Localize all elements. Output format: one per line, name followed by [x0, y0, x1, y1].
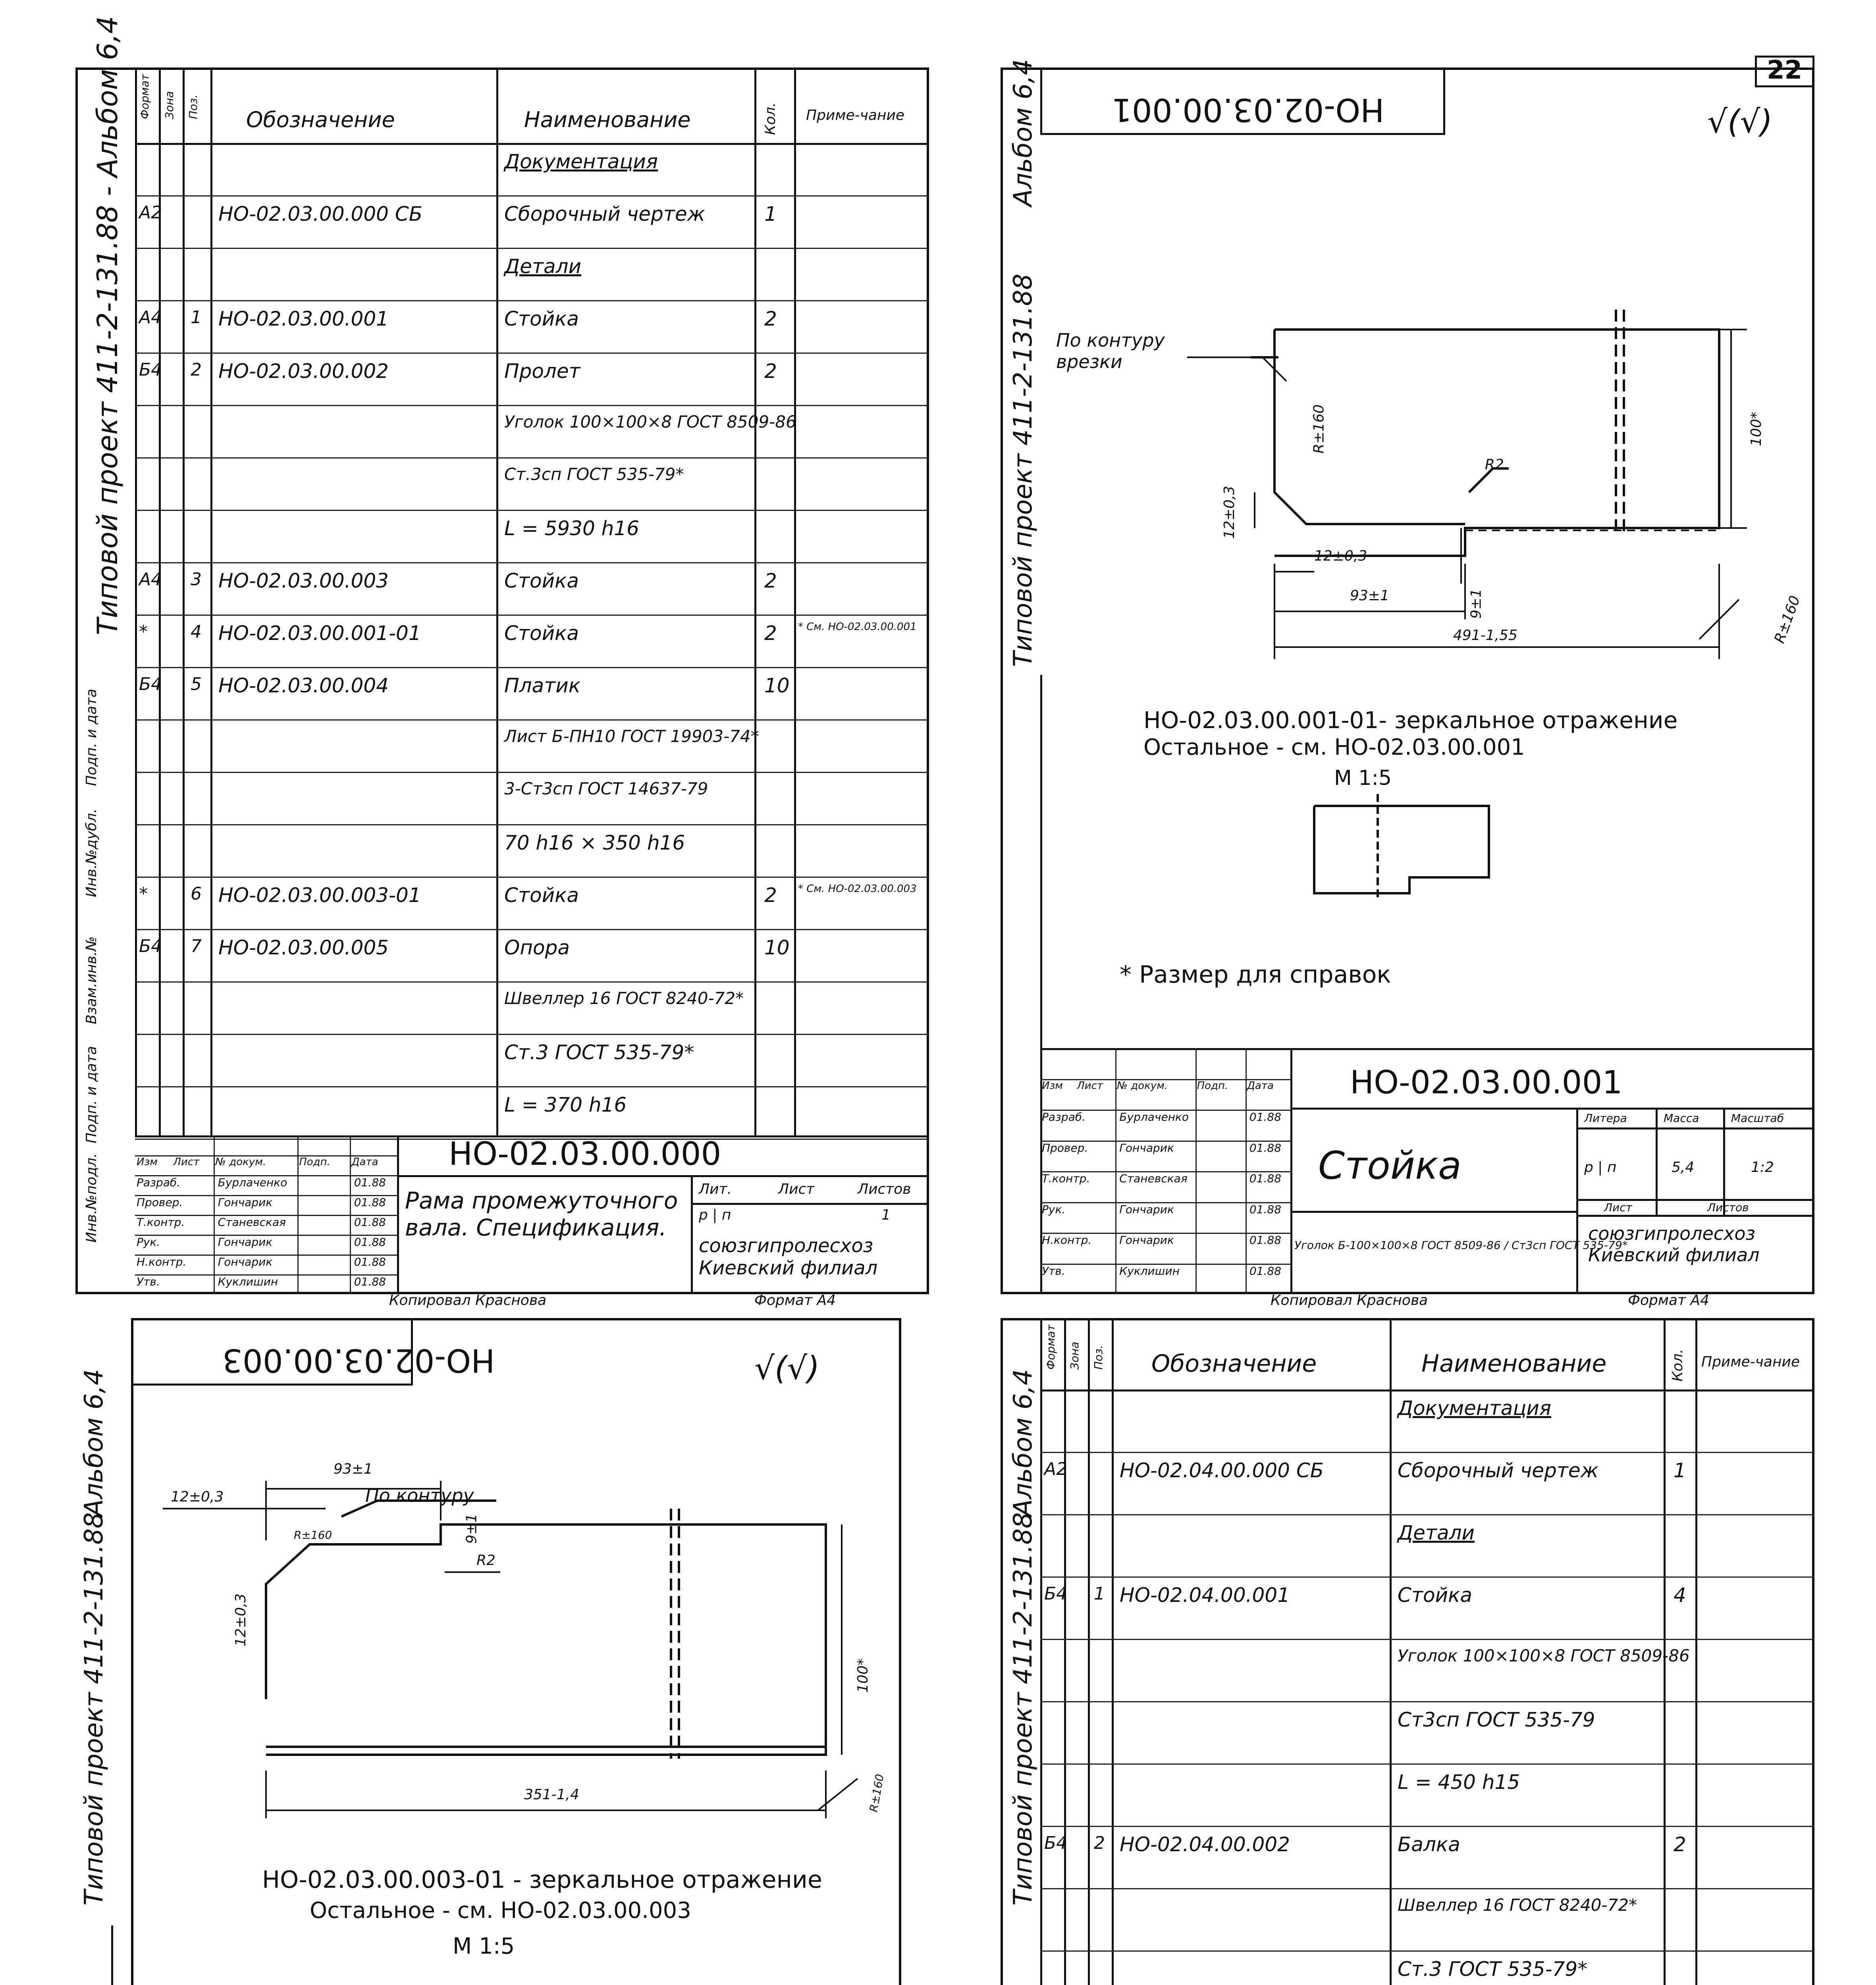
side-album-4: Альбом 6,4 [1008, 1369, 1038, 1517]
signer-name: Гончарик [1119, 1233, 1174, 1247]
table-row-line [135, 719, 929, 721]
side-stamp-4: Инв.№дубл. [83, 808, 100, 897]
table-cell-name: Уголок 100×100×8 ГОСТ 8509-86 [1398, 1646, 1690, 1665]
table-cell-pos: 4 [191, 622, 202, 642]
table-row-line [1040, 1826, 1814, 1827]
table-cell-pos: 2 [191, 360, 202, 380]
side-stamp-5: Подп. и дата [83, 688, 100, 786]
table-row-line [135, 824, 929, 825]
sheet-2-material: Уголок Б-100×100×8 ГОСТ 8509-86 / Ст3сп ГОСТ 535-79* [1294, 1239, 1628, 1252]
signer-col-line [1115, 1048, 1116, 1294]
signer-date: 01.88 [354, 1235, 386, 1249]
table-row-line [1040, 1950, 1814, 1952]
signer-name: Гончарик [218, 1235, 273, 1249]
table-cell-name: Балка [1398, 1833, 1460, 1856]
signer-name: Бурлаченко [1119, 1110, 1189, 1124]
table-cell-name: Ст.3сп ГОСТ 535-79* [504, 464, 684, 484]
table-cell-qty: 4 [1674, 1584, 1686, 1607]
sheet-2-dim-w3: 491-1,55 [1453, 627, 1517, 644]
table-cell-qty: 2 [764, 360, 777, 383]
signer-role: Утв. [137, 1275, 160, 1288]
table-cell-name: Стойка [504, 307, 579, 330]
table-row-line [135, 300, 929, 301]
table-cell-qty: 2 [764, 569, 777, 592]
signer-role: Провер. [137, 1196, 183, 1209]
side-stamp-column-3 [111, 1925, 113, 1985]
signer-col-line [297, 1135, 299, 1294]
table-cell-qty: 2 [764, 307, 777, 330]
table-row-line [1040, 1576, 1814, 1578]
table-cell-qty: 2 [764, 622, 777, 645]
signer-header-cell: № докум. [1117, 1079, 1168, 1092]
table-row-line [135, 510, 929, 511]
table-cell-fmt: А4 [139, 569, 162, 590]
sheet-3-contour-note: По контуру [365, 1485, 474, 1506]
signer-role: Утв. [1042, 1264, 1065, 1278]
sheet-frame-spec-1 [75, 67, 929, 1294]
sheet-3-dim-w3: 351-1,4 [524, 1786, 579, 1803]
sheet-2-signers [1040, 1048, 1290, 1294]
table-cell-pos: 2 [1094, 1833, 1105, 1853]
sheet-3-mirror-caption: НО-02.03.00.003-01 - зеркальное отражение [262, 1866, 822, 1894]
side-project-4: Типовой проект 411-2-131.88 [1008, 1512, 1038, 1906]
format-label-1: Формат А4 [754, 1292, 836, 1309]
table-cell-name: Уголок 100×100×8 ГОСТ 8509-86 [504, 412, 796, 432]
spec-2-header-note: Приме-чание [1701, 1354, 1800, 1370]
sheet-2-dim-h: 12±0,3 [1221, 486, 1238, 539]
sheet-2-sheets-header: Листов [1707, 1201, 1749, 1214]
sheet-3-mirror-box [131, 1318, 413, 1386]
table-cell-name: L = 5930 h16 [504, 517, 639, 540]
sheet-2-scale-header: Масштаб [1731, 1112, 1784, 1125]
sheet-3-dim-h1: 9±1 [463, 1513, 480, 1544]
table-cell-name: L = 450 h15 [1398, 1771, 1520, 1794]
signer-role: Т.контр. [137, 1216, 185, 1229]
sheet-2-contour-note: По контуру врезки [1056, 330, 1165, 372]
table-cell-fmt: А2 [139, 202, 162, 223]
table-cell-des: НО-02.03.00.002 [218, 360, 389, 383]
spec-1-sheets-header: Листов [858, 1181, 911, 1197]
table-cell-note: * См. НО-02.03.00.003 [798, 883, 917, 895]
signer-date: 01.88 [354, 1275, 386, 1288]
signer-date: 01.88 [1249, 1264, 1282, 1278]
table-cell-name: Ст3сп ГОСТ 535-79 [1398, 1708, 1595, 1731]
table-row-line [135, 195, 929, 197]
signer-role: Рук. [1042, 1203, 1066, 1216]
sheet-2-footnote: * Размер для справок [1120, 961, 1391, 989]
table-row-line [135, 562, 929, 563]
spec-1-header-format: Формат [138, 74, 151, 119]
table-cell-name: Швеллер 16 ГОСТ 8240-72* [504, 989, 744, 1008]
sheet-3-scale: М 1:5 [453, 1933, 515, 1959]
table-row-line [1040, 1888, 1814, 1889]
table-cell-qty: 1 [1674, 1459, 1686, 1482]
signer-col-line [1195, 1048, 1197, 1294]
sheet-2-doc-number: НО-02.03.00.001 [1350, 1064, 1623, 1101]
table-row-line [135, 1086, 929, 1087]
spec-1-sheet-header: Лист [778, 1181, 815, 1197]
table-cell-name: Стойка [1398, 1584, 1472, 1607]
table-cell-des: НО-02.03.00.005 [218, 936, 389, 959]
table-cell-name: L = 370 h16 [504, 1093, 627, 1116]
table-cell-pos: 5 [191, 674, 202, 694]
table-cell-fmt: Б4 [1044, 1584, 1068, 1604]
signer-date: 01.88 [1249, 1203, 1282, 1216]
table-cell-fmt: А2 [1044, 1459, 1068, 1479]
table-row-line [135, 405, 929, 406]
table-cell-qty: 2 [1674, 1833, 1686, 1856]
signer-header-cell: Изм [1042, 1079, 1063, 1092]
table-row-line [135, 772, 929, 773]
table-row-line [1040, 1452, 1814, 1453]
table-cell-name: Пролет [504, 360, 580, 383]
table-row-line [1040, 1701, 1814, 1702]
sheet-2-dim-h2: 9±1 [1468, 588, 1485, 619]
table-row-line [135, 981, 929, 983]
signer-name: Куклишин [218, 1275, 278, 1288]
table-cell-name: Стойка [504, 569, 579, 592]
table-cell-des: НО-02.03.00.003-01 [218, 884, 421, 907]
table-row-line [135, 1034, 929, 1035]
table-cell-fmt: Б4 [139, 360, 162, 380]
table-cell-des: НО-02.03.00.000 СБ [218, 202, 423, 225]
table-cell-name: Ст.3 ГОСТ 535-79* [1398, 1958, 1588, 1981]
signer-header-cell: Лист [173, 1156, 200, 1168]
sheet-2-dim-w1: 12±0,3 [1314, 548, 1367, 564]
table-cell-note: * См. НО-02.03.00.001 [798, 621, 917, 633]
spec-2-header-zone: Зона [1068, 1341, 1081, 1370]
sheet-2-dim-w2: 93±1 [1350, 588, 1389, 604]
table-cell-fmt: * [139, 884, 148, 904]
table-cell-name: Опора [504, 936, 570, 959]
table-cell-pos: 7 [191, 936, 202, 956]
table-cell-fmt: Б4 [139, 936, 162, 956]
sheet-3-rest-caption: Остальное - см. НО-02.03.00.003 [310, 1898, 691, 1923]
signer-date: 01.88 [354, 1255, 386, 1268]
table-row-line [1040, 1763, 1814, 1765]
signer-col-line [350, 1135, 351, 1294]
sheet-2-org: союзгипролесхоз Киевский филиал [1588, 1223, 1760, 1266]
table-cell-name: Стойка [504, 884, 579, 907]
spec-2-header-designation: Обозначение [1151, 1350, 1317, 1378]
spec-1-header-designation: Обозначение [246, 107, 395, 132]
sheet-3-dim-w1: 93±1 [334, 1461, 373, 1477]
signer-date: 01.88 [1249, 1172, 1282, 1185]
side-album-3: Альбом 6,4 [79, 1369, 109, 1517]
table-cell-qty: 10 [764, 674, 790, 697]
sheet-2-dim-r2: R2 [1485, 457, 1504, 473]
table-row-line [135, 615, 929, 616]
spec-2-header-pos: Поз. [1092, 1345, 1105, 1370]
table-cell-des: НО-02.03.00.001-01 [218, 622, 421, 645]
page-number: 22 [1767, 56, 1803, 85]
signer-date: 01.88 [354, 1216, 386, 1229]
signer-name: Гончарик [1119, 1141, 1174, 1154]
signer-name: Куклишин [1119, 1264, 1180, 1278]
sheet-2-mirror-caption: НО-02.03.00.001-01- зеркальное отражение [1143, 707, 1678, 734]
signer-date: 01.88 [354, 1176, 386, 1189]
table-cell-des: НО-02.03.00.001 [218, 307, 389, 330]
table-cell-fmt: А4 [139, 307, 162, 328]
table-row-line [135, 457, 929, 459]
side-album-2: Альбом 6,4 [1008, 59, 1038, 206]
table-cell-name: Стойка [504, 622, 579, 645]
table-cell-name: Платик [504, 674, 581, 697]
table-cell-name: Детали [1398, 1521, 1475, 1544]
signer-role: Н.контр. [1042, 1233, 1092, 1247]
table-cell-name: Документация [1398, 1397, 1551, 1420]
copied-by-1: Копировал Краснова [389, 1292, 547, 1309]
spec-1-header-zone: Зона [163, 91, 176, 119]
spec-1-org: союзгипролесхоз Киевский филиал [699, 1235, 878, 1279]
signer-header-cell: Дата [1247, 1079, 1274, 1092]
side-stamp-2: Подп. и дата [83, 1046, 100, 1143]
sheet-3-dim-h2: 12±0,3 [233, 1593, 249, 1647]
side-project-3: Типовой проект 411-2-131.88 [79, 1512, 109, 1906]
format-label-2: Формат А4 [1628, 1292, 1710, 1309]
sheet-2-sheet-header: Лист [1604, 1201, 1632, 1214]
sheet-2-mirror-box [1040, 67, 1445, 135]
signer-date: 01.88 [354, 1196, 386, 1209]
table-cell-name: Детали [504, 255, 582, 278]
sheet-2-dim-h3: 100* [1748, 412, 1764, 446]
table-cell-name: Ст.3 ГОСТ 535-79* [504, 1041, 694, 1064]
table-row-line [135, 353, 929, 354]
signer-role: Н.контр. [137, 1255, 187, 1268]
table-cell-name: 3-Ст3сп ГОСТ 14637-79 [504, 779, 708, 798]
table-cell-qty: 1 [764, 202, 777, 225]
spec-1-lit-header: Лит. [699, 1181, 732, 1197]
table-cell-name: Сборочный чертеж [1398, 1459, 1598, 1482]
table-cell-fmt: Б4 [139, 674, 162, 694]
sheet-2-lit-header: Литера [1584, 1112, 1627, 1125]
side-project-2: Типовой проект 411-2-131.88 [1008, 274, 1038, 667]
sheet-3-dim-w2: 12±0,3 [171, 1489, 224, 1505]
table-cell-name: Лист Б-ПН10 ГОСТ 19903-74* [504, 727, 759, 746]
sheet-2-scale-value: 1:2 [1751, 1159, 1774, 1176]
spec-1-sheets-value: 1 [881, 1207, 891, 1223]
table-cell-pos: 3 [191, 569, 202, 590]
sheet-3-check-mark: √(√) [754, 1350, 820, 1387]
sheet-3-dim-h3: 100* [854, 1658, 871, 1693]
signer-role: Т.контр. [1042, 1172, 1090, 1185]
table-row-line [135, 667, 929, 668]
signer-date: 01.88 [1249, 1110, 1282, 1124]
signer-name: Гончарик [218, 1196, 273, 1209]
sheet-3-dim-r1: R±160 [294, 1528, 332, 1542]
table-cell-qty: 10 [764, 936, 790, 959]
signer-role: Провер. [1042, 1141, 1088, 1154]
spec-2-header-qty: Кол. [1670, 1349, 1686, 1382]
table-cell-name: 70 h16 × 350 h16 [504, 831, 685, 854]
table-cell-qty: 2 [764, 884, 777, 907]
signer-name: Гончарик [1119, 1203, 1174, 1216]
signer-role: Разраб. [1042, 1110, 1086, 1124]
signer-header-cell: Подп. [299, 1156, 330, 1168]
sheet-2-mass-value: 5,4 [1672, 1159, 1695, 1176]
signer-col-line [214, 1135, 215, 1294]
signer-header-cell: Дата [351, 1156, 378, 1168]
sheet-2-doc-title: Стойка [1318, 1143, 1461, 1188]
table-row-line [135, 877, 929, 878]
sheet-2-dim-r3: R±160 [1771, 594, 1804, 646]
table-cell-name: Документация [504, 150, 658, 173]
table-row-line [135, 929, 929, 930]
table-cell-des: НО-02.04.00.002 [1120, 1833, 1290, 1856]
signer-name: Станевская [1119, 1172, 1188, 1185]
table-row-line [1040, 1639, 1814, 1640]
table-cell-name: Швеллер 16 ГОСТ 8240-72* [1398, 1895, 1637, 1915]
table-cell-name: Сборочный чертеж [504, 202, 705, 225]
table-row-line [1040, 1514, 1814, 1515]
sheet-2-dim-r1: R±160 [1311, 404, 1327, 454]
spec-2-header-format: Формат [1044, 1324, 1057, 1370]
signer-name: Гончарик [218, 1255, 273, 1268]
signer-col-line [1246, 1048, 1247, 1294]
sheet-2-lit-values: р | п [1584, 1159, 1617, 1176]
spec-1-header-qty: Кол. [762, 102, 779, 135]
table-cell-pos: 6 [191, 884, 202, 904]
table-cell-des: НО-02.03.00.003 [218, 569, 389, 592]
spec-1-lit-values: р | п [699, 1207, 731, 1223]
spec-1-header-note: Приме-чание [806, 107, 905, 123]
signer-name: Станевская [218, 1216, 286, 1229]
signer-role: Разраб. [137, 1176, 181, 1189]
copied-by-2: Копировал Краснова [1271, 1292, 1428, 1309]
table-cell-pos: 1 [1094, 1584, 1105, 1604]
signer-date: 01.88 [1249, 1141, 1282, 1154]
signer-name: Бурлаченко [218, 1176, 287, 1189]
spec-1-signers [135, 1135, 397, 1294]
sheet-2-scale: М 1:5 [1334, 766, 1392, 790]
signer-role: Рук. [137, 1235, 160, 1249]
table-row-line [135, 248, 929, 249]
spec-1-header-name: Наименование [524, 107, 691, 132]
signer-date: 01.88 [1249, 1233, 1282, 1247]
sheet-2-mass-header: Масса [1664, 1112, 1699, 1125]
spec-1-header-pos: Поз. [187, 94, 200, 119]
signer-header-cell: № докум. [215, 1156, 266, 1168]
table-cell-des: НО-02.04.00.001 [1120, 1584, 1290, 1607]
sheet-3-mirror-doc-number: НО-02.03.00.003 [222, 1342, 495, 1379]
spec-1-doc-number: НО-02.03.00.000 [449, 1135, 721, 1172]
table-cell-fmt: Б4 [1044, 1833, 1068, 1853]
spec-1-doc-title: Рама промежуточного вала. Спецификация. [405, 1187, 678, 1241]
sheet-2-rest-caption: Остальное - см. НО-02.03.00.001 [1143, 734, 1525, 760]
side-project-label-1: Типовой проект 411-2-131.88 - Альбом 6,4 [91, 16, 124, 635]
signer-header-cell: Подп. [1197, 1079, 1228, 1092]
spec-2-header-name: Наименование [1421, 1350, 1607, 1378]
table-cell-des: НО-02.03.00.004 [218, 674, 389, 697]
side-stamp-3: Взам.инв.№ [83, 936, 100, 1024]
sheet-2-check-mark: √(√) [1707, 103, 1773, 140]
table-cell-fmt: * [139, 622, 148, 642]
sheet-2-mirror-doc-number: НО-02.03.00.001 [1112, 91, 1384, 128]
table-cell-pos: 1 [191, 307, 202, 328]
signer-header-cell: Изм [137, 1156, 158, 1168]
table-cell-des: НО-02.04.00.000 СБ [1120, 1459, 1324, 1482]
sheet-3-dim-r2: R2 [476, 1552, 496, 1569]
side-stamp-1: Инв.№подл. [83, 1153, 100, 1243]
sheet-3-dim-r3: R±160 [867, 1773, 887, 1813]
signer-header-cell: Лист [1077, 1079, 1103, 1092]
